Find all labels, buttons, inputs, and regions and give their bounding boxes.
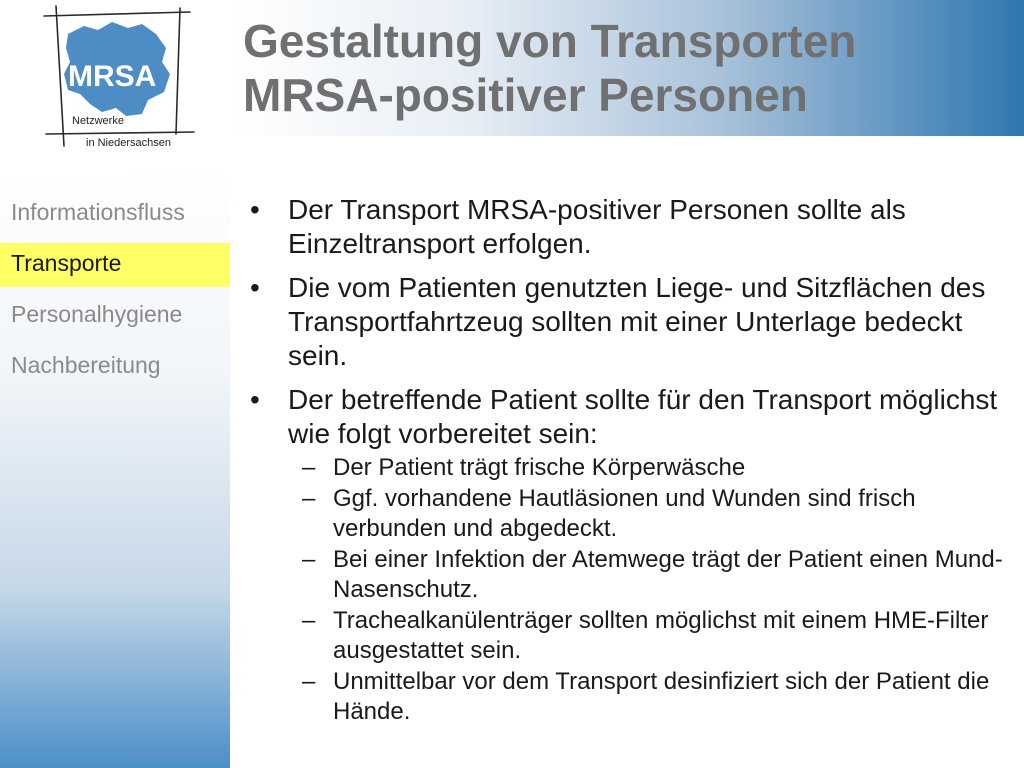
sub-item-text: Unmittelbar vor dem Transport desinfiziert sich der Patient die Hände. — [333, 668, 990, 725]
bullet-text: Der Transport MRSA-positiver Personen sollte als Einzeltransport erfolgen. — [288, 194, 906, 259]
bullet-text: Die vom Patienten genutzten Liege- und Sitzflächen des Transportfahrtzeug sollten mit einer Unterlage bedeckt sein. — [288, 272, 986, 371]
page-title — [243, 14, 1003, 122]
nav-item-nachbereitung[interactable]: Nachbereitung — [11, 352, 161, 378]
bullet-item — [250, 193, 1015, 261]
page-title-line1: Gestaltung von Transporten — [243, 15, 857, 67]
bullet-text: Der betreffende Patient sollte für den Transport möglichst wie folgt vorbereitet sein: — [288, 384, 998, 449]
bullet-marker: • — [250, 384, 260, 415]
nav-item-personalhygiene[interactable]: Personalhygiene — [11, 301, 183, 327]
sub-list-item — [250, 453, 1015, 483]
section-nav — [0, 192, 230, 396]
dash-marker: – — [302, 485, 316, 512]
sub-item-text: Trachealkanülenträger sollten möglichst mit einem HME-Filter ausgestattet sein. — [333, 607, 989, 664]
sub-list-item — [250, 545, 1015, 605]
nav-item-transporte[interactable]: Transporte — [0, 243, 230, 287]
logo-line2: in Niedersachsen — [86, 137, 171, 149]
sub-list-item — [250, 606, 1015, 666]
sub-list-item — [250, 667, 1015, 727]
nav-item-informationsfluss[interactable]: Informationsfluss — [11, 199, 185, 225]
sub-item-text: Bei einer Infektion der Atemwege trägt der Patient einen Mund-Nasenschutz. — [333, 546, 1003, 603]
bullet-marker: • — [250, 272, 260, 303]
dash-marker: – — [302, 607, 316, 634]
page-title-line2: MRSA-positiver Personen — [243, 69, 808, 121]
sub-list — [250, 453, 1015, 727]
bullet-marker: • — [250, 194, 260, 225]
mrsa-network-logo — [38, 4, 198, 154]
bullet-item — [250, 271, 1015, 373]
sub-list-item — [250, 484, 1015, 544]
sub-item-text: Der Patient trägt frische Körperwäsche — [333, 454, 746, 481]
logo-mrsa-text: MRSA — [68, 60, 157, 93]
bullet-item — [250, 383, 1015, 451]
dash-marker: – — [302, 668, 316, 695]
dash-marker: – — [302, 454, 316, 481]
sub-item-text: Ggf. vorhandene Hautläsionen und Wunden sind frisch verbunden und abgedeckt. — [333, 485, 916, 542]
dash-marker: – — [302, 546, 316, 573]
slide-content — [250, 193, 1015, 728]
logo-line1: Netzwerke — [72, 115, 124, 127]
